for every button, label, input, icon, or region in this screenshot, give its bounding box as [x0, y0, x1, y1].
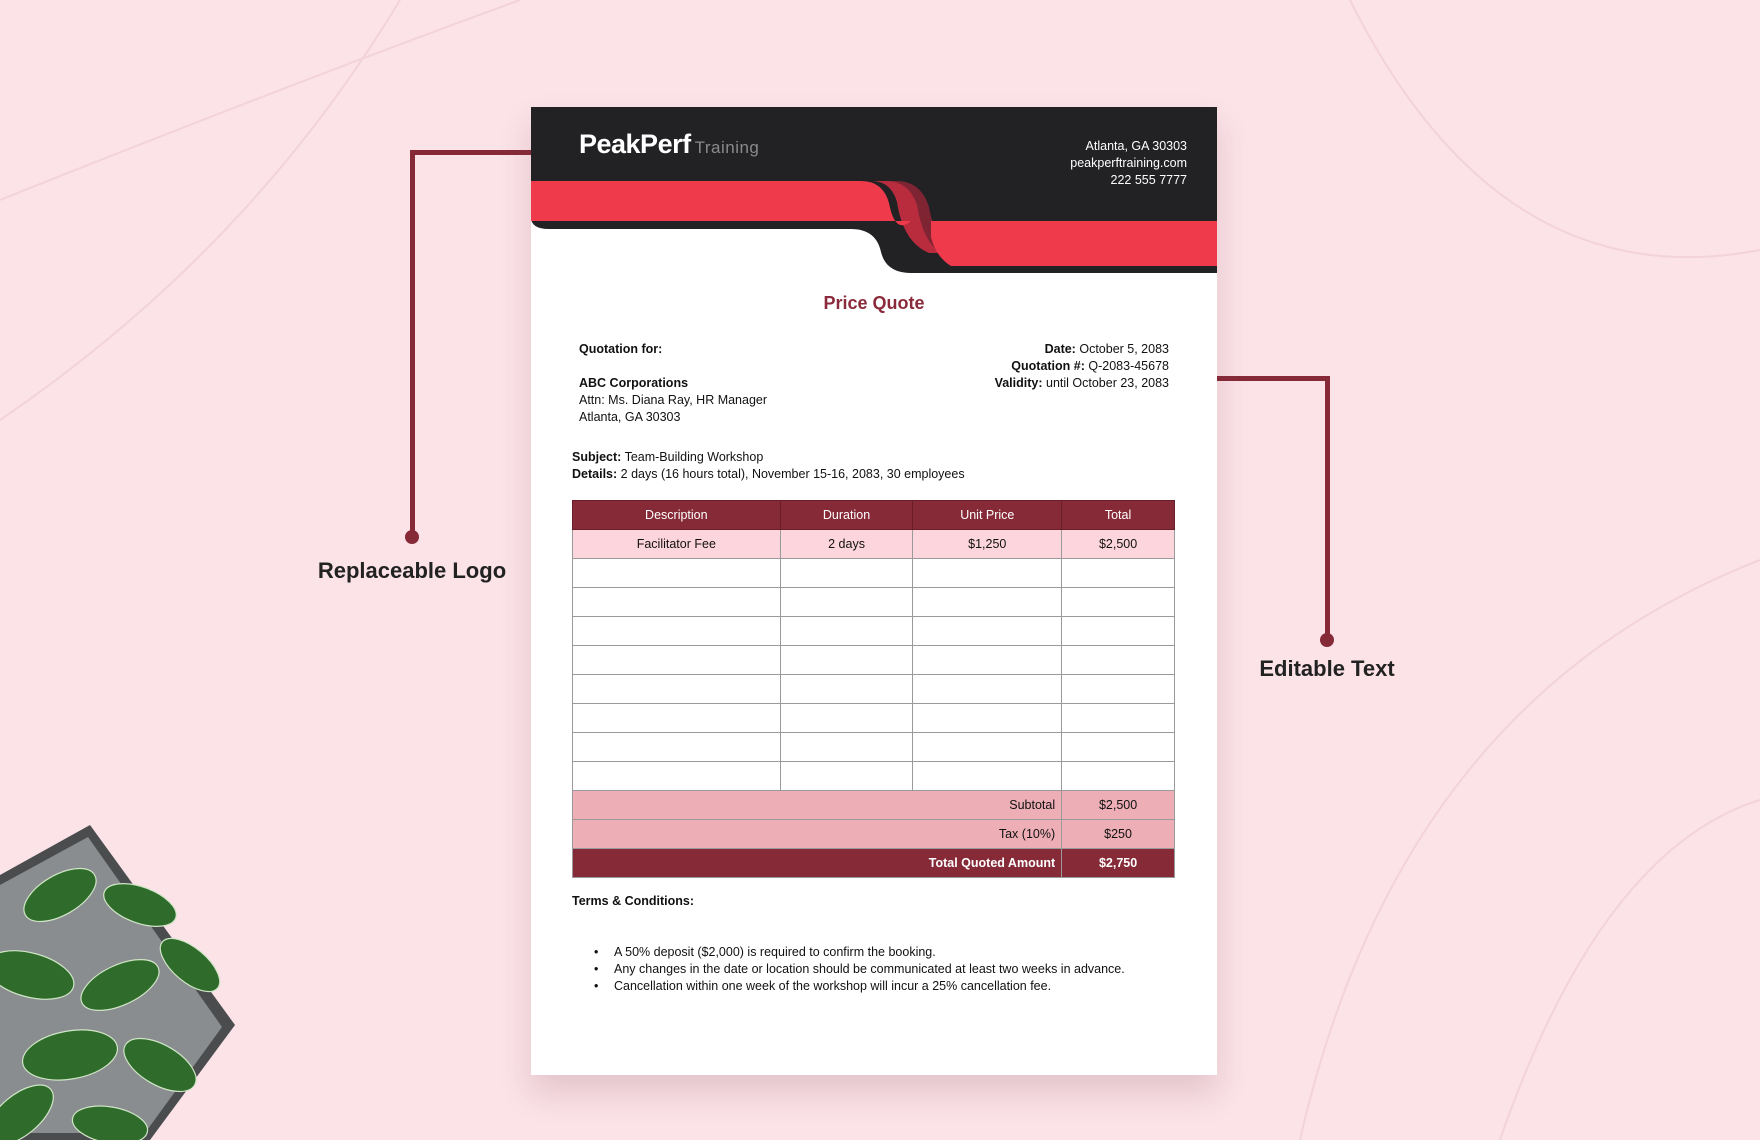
- empty-cell[interactable]: [913, 675, 1062, 704]
- validity-value: until October 23, 2083: [1046, 376, 1169, 390]
- cell-unit-price[interactable]: $1,250: [913, 530, 1062, 559]
- empty-cell[interactable]: [573, 762, 781, 791]
- quotation-for-label: Quotation for:: [579, 342, 663, 356]
- cell-description[interactable]: Facilitator Fee: [573, 530, 781, 559]
- header-description: Description: [573, 501, 781, 530]
- empty-cell[interactable]: [780, 588, 913, 617]
- total-value: $2,750: [1062, 849, 1175, 878]
- terms-heading: [572, 894, 694, 908]
- header-unit-price: Unit Price: [913, 501, 1062, 530]
- empty-cell[interactable]: [1062, 762, 1175, 791]
- terms-item: • Any changes in the date or location should be communicated at least two weeks in advance.: [590, 961, 1125, 978]
- document-title: Price Quote: [823, 293, 925, 313]
- logo-callout-dot: [405, 530, 419, 544]
- empty-cell[interactable]: [913, 588, 1062, 617]
- empty-cell[interactable]: [1062, 617, 1175, 646]
- subtotal-label: Subtotal: [573, 791, 1062, 820]
- subject-label: Subject:: [572, 450, 622, 464]
- empty-cell[interactable]: [573, 733, 781, 762]
- total-row: [573, 849, 1175, 878]
- empty-cell[interactable]: [913, 559, 1062, 588]
- empty-cell[interactable]: [913, 704, 1062, 733]
- terms-item: • Cancellation within one week of the workshop will incur a 25% cancellation fee.: [590, 978, 1125, 995]
- empty-cell[interactable]: [913, 733, 1062, 762]
- plant-decoration: [0, 815, 240, 1140]
- quote-meta: [995, 341, 1169, 392]
- empty-table-row: [573, 559, 1175, 588]
- empty-table-row: [573, 675, 1175, 704]
- text-callout-line: [1325, 376, 1330, 640]
- subject-value: Team-Building Workshop: [624, 450, 764, 464]
- empty-cell[interactable]: [780, 733, 913, 762]
- header-duration: Duration: [780, 501, 913, 530]
- empty-cell[interactable]: [573, 675, 781, 704]
- empty-cell[interactable]: [913, 617, 1062, 646]
- subject-block: [572, 449, 965, 483]
- empty-cell[interactable]: [573, 617, 781, 646]
- editable-text-label: Editable Text: [1259, 656, 1395, 681]
- client-address: Atlanta, GA 30303: [579, 410, 681, 424]
- cell-total[interactable]: $2,500: [1062, 530, 1175, 559]
- empty-cell[interactable]: [573, 646, 781, 675]
- empty-cell[interactable]: [913, 762, 1062, 791]
- empty-cell[interactable]: [1062, 704, 1175, 733]
- table-header-row: [573, 501, 1175, 530]
- empty-table-row: [573, 646, 1175, 675]
- details-label: Details:: [572, 467, 618, 481]
- tax-label: Tax (10%): [573, 820, 1062, 849]
- empty-table-row: [573, 762, 1175, 791]
- empty-cell[interactable]: [573, 588, 781, 617]
- empty-cell[interactable]: [1062, 588, 1175, 617]
- empty-cell[interactable]: [1062, 733, 1175, 762]
- terms-heading-text: Terms & Conditions:: [572, 894, 694, 908]
- contact-address: Atlanta, GA 30303: [1085, 139, 1187, 153]
- quote-document: [531, 107, 1217, 1075]
- quote-number-label: Quotation #:: [1011, 359, 1085, 373]
- empty-table-row: [573, 733, 1175, 762]
- empty-table-row: [573, 617, 1175, 646]
- terms-item: • A 50% deposit ($2,000) is required to confirm the booking.: [590, 944, 1125, 961]
- logo-tagline: Training: [694, 138, 760, 157]
- header-total: Total: [1062, 501, 1175, 530]
- empty-table-row: [573, 588, 1175, 617]
- empty-cell[interactable]: [780, 762, 913, 791]
- empty-cell[interactable]: [780, 559, 913, 588]
- text-callout-dot: [1320, 633, 1334, 647]
- validity-label: Validity:: [994, 376, 1043, 390]
- date-value: October 5, 2083: [1079, 342, 1169, 356]
- contact-info: [1070, 138, 1187, 189]
- empty-table-row: [573, 704, 1175, 733]
- details-value: 2 days (16 hours total), November 15-16, 2083, 30 employees: [620, 467, 965, 481]
- tax-row: [573, 820, 1175, 849]
- company-logo[interactable]: [579, 129, 759, 160]
- subtotal-value: $2,500: [1062, 791, 1175, 820]
- date-label: Date:: [1044, 342, 1076, 356]
- logo-name: PeakPerf: [579, 129, 691, 159]
- cell-duration[interactable]: 2 days: [780, 530, 913, 559]
- empty-cell[interactable]: [780, 646, 913, 675]
- empty-cell[interactable]: [780, 675, 913, 704]
- empty-cell[interactable]: [573, 559, 781, 588]
- empty-cell[interactable]: [780, 617, 913, 646]
- client-block: [579, 341, 767, 426]
- empty-cell[interactable]: [573, 704, 781, 733]
- client-company: ABC Corporations: [579, 376, 689, 390]
- logo-callout-line: [410, 150, 415, 538]
- table-row: [573, 530, 1175, 559]
- empty-cell[interactable]: [1062, 646, 1175, 675]
- empty-cell[interactable]: [780, 704, 913, 733]
- client-attn: Attn: Ms. Diana Ray, HR Manager: [579, 393, 768, 407]
- quote-number-value: Q-2083-45678: [1088, 359, 1169, 373]
- terms-list: [590, 944, 1125, 995]
- quote-table: [572, 500, 1175, 878]
- contact-phone: 222 555 7777: [1110, 173, 1187, 187]
- tax-value: $250: [1062, 820, 1175, 849]
- subtotal-row: [573, 791, 1175, 820]
- replaceable-logo-label: Replaceable Logo: [317, 558, 507, 583]
- empty-cell[interactable]: [1062, 675, 1175, 704]
- empty-cell[interactable]: [1062, 559, 1175, 588]
- contact-website: peakperftraining.com: [1070, 156, 1187, 170]
- total-label: Total Quoted Amount: [573, 849, 1062, 878]
- empty-cell[interactable]: [913, 646, 1062, 675]
